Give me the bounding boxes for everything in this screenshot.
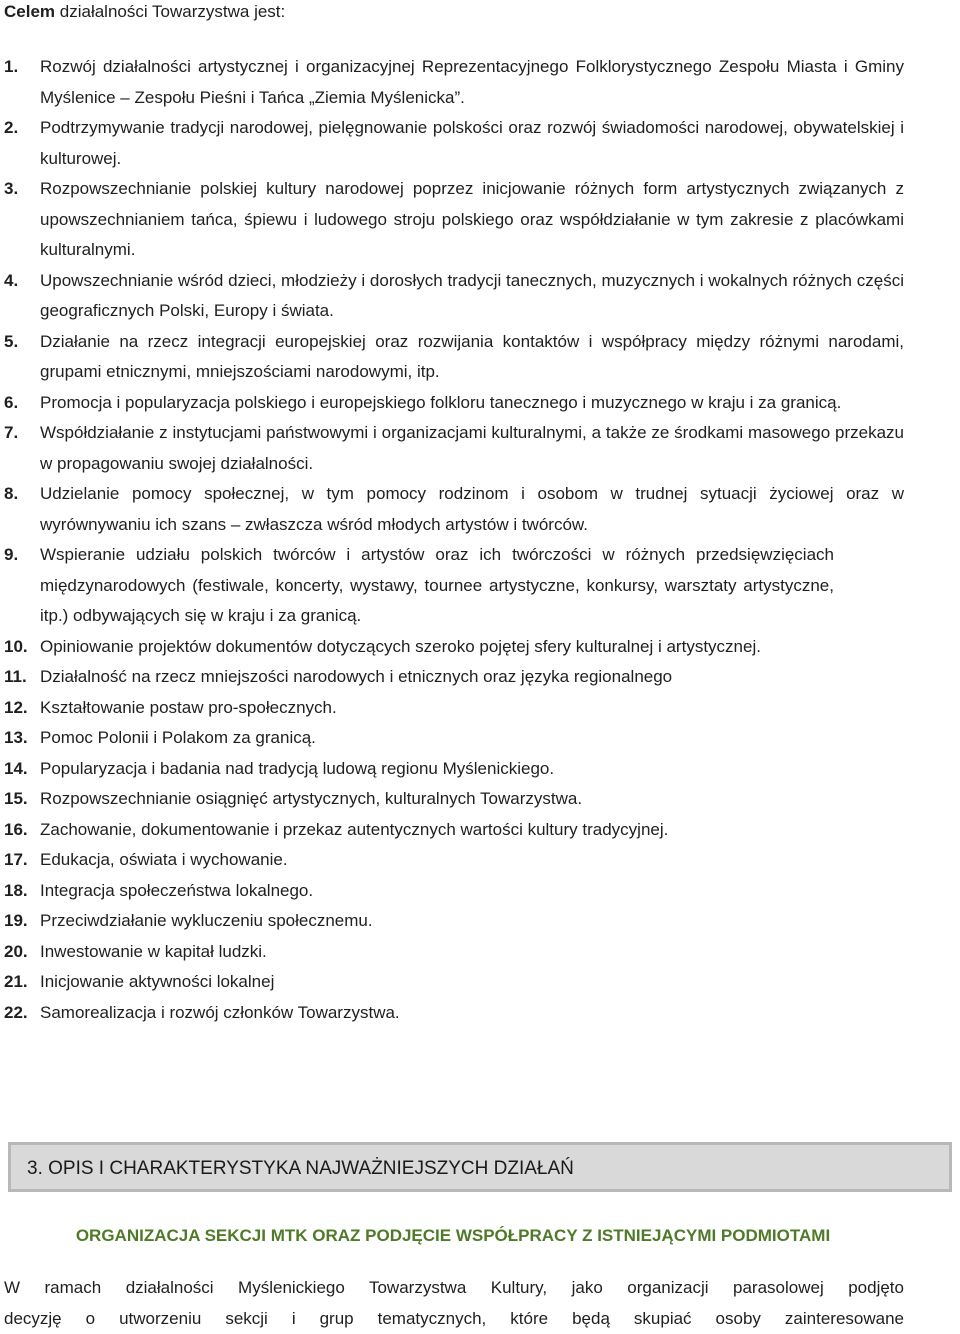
- goal-number: 12.: [4, 693, 28, 724]
- goal-item: [0, 693, 904, 724]
- goal-number: 13.: [4, 723, 28, 754]
- paragraph-line: decyzję o utworzeniu sekcji i grup tematycznych, które będą skupiać osoby zainteresowane: [4, 1304, 904, 1334]
- goal-text: Rozpowszechnianie polskiej kultury narodowej poprzez inicjowanie różnych form artystycznych związanych z upowszechnianiem tańca, śpiewu i ludowego stroju polskiego oraz współdziałanie w tym zakresie z placówkami kulturalnymi.: [40, 179, 904, 259]
- goal-item: [0, 540, 834, 632]
- paragraph-line: W ramach działalności Myślenickiego Towarzystwa Kultury, jako organizacji parasolowej podjęto: [4, 1273, 904, 1304]
- goal-number: 15.: [4, 784, 28, 815]
- goal-number: 5.: [4, 327, 18, 358]
- goal-number: 6.: [4, 388, 18, 419]
- goal-text: Przeciwdziałanie wykluczeniu społecznemu.: [40, 911, 373, 930]
- goal-item: [0, 52, 904, 113]
- goal-number: 11.: [4, 662, 27, 693]
- goal-number: 17.: [4, 845, 28, 876]
- goal-number: 10.: [4, 632, 28, 663]
- goal-item: [0, 845, 904, 876]
- goal-text: Udzielanie pomocy społecznej, w tym pomocy rodzinom i osobom w trudnej sytuacji życiowej oraz w wyrównywaniu ich szans – zwłaszcza wśród młodych artystów i twórców.: [40, 484, 904, 534]
- body-paragraph: [4, 1273, 904, 1334]
- goal-text: Samorealizacja i rozwój członków Towarzystwa.: [40, 1003, 400, 1022]
- goal-item: [0, 174, 904, 266]
- goal-text: Działanie na rzecz integracji europejskiej oraz rozwijania kontaktów i współpracy między różnymi narodami, grupami etnicznymi, mniejszościami narodowymi, itp.: [40, 332, 904, 382]
- goal-number: 22.: [4, 998, 28, 1029]
- goal-item: [0, 479, 904, 540]
- goal-text: Działalność na rzecz mniejszości narodowych i etnicznych oraz języka regionalnego: [40, 667, 672, 686]
- goal-number: 14.: [4, 754, 28, 785]
- goal-item: [0, 113, 904, 174]
- goal-item: [0, 815, 904, 846]
- goal-text: Popularyzacja i badania nad tradycją ludową regionu Myślenickiego.: [40, 759, 554, 778]
- intro-rest: działalności Towarzystwa jest:: [55, 2, 285, 21]
- goal-text: Wspieranie udziału polskich twórców i artystów oraz ich twórczości w różnych przedsięwzięciach międzynarodowych (festiwale, koncerty, wystawy, tournee artystyczne, konkursy, warsztaty artystyczne, itp.) odbywających się w kraju i za granicą.: [40, 545, 834, 625]
- goal-text: Inwestowanie w kapitał ludzki.: [40, 942, 267, 961]
- goal-text: Upowszechnianie wśród dzieci, młodzieży i dorosłych tradycji tanecznych, muzycznych i wokalnych różnych części geograficznych Polski, Europy i świata.: [40, 271, 904, 321]
- goal-item: [0, 754, 904, 785]
- goal-item: [0, 632, 834, 663]
- goal-number: 4.: [4, 266, 18, 297]
- goal-number: 9.: [4, 540, 18, 571]
- goal-number: 8.: [4, 479, 18, 510]
- goal-text: Edukacja, oświata i wychowanie.: [40, 850, 288, 869]
- intro-line: [4, 0, 285, 24]
- goal-item: [0, 998, 904, 1029]
- goal-text: Kształtowanie postaw pro-społecznych.: [40, 698, 337, 717]
- goal-number: 19.: [4, 906, 28, 937]
- goal-text: Rozpowszechnianie osiągnięć artystycznych, kulturalnych Towarzystwa.: [40, 789, 582, 808]
- intro-bold: Celem: [4, 2, 55, 21]
- goal-number: 1.: [4, 52, 18, 83]
- goal-number: 16.: [4, 815, 28, 846]
- goal-number: 21.: [4, 967, 28, 998]
- subsection-heading: ORGANIZACJA SEKCJI MTK ORAZ PODJĘCIE WSPÓŁPRACY Z ISTNIEJĄCYMI PODMIOTAMI: [0, 1224, 906, 1248]
- goals-list: [0, 52, 960, 1028]
- goal-item: [0, 327, 904, 388]
- goal-item: [0, 876, 904, 907]
- goal-item: [0, 784, 904, 815]
- goal-item: [0, 266, 904, 327]
- goal-item: [0, 418, 904, 479]
- section-heading-box: [8, 1142, 952, 1192]
- goal-item: [0, 723, 904, 754]
- goal-item: [0, 662, 904, 693]
- goal-text: Inicjowanie aktywności lokalnej: [40, 972, 274, 991]
- goal-item: [0, 906, 904, 937]
- goal-text: Opiniowanie projektów dokumentów dotyczących szeroko pojętej sfery kulturalnej i artystycznej.: [40, 637, 761, 656]
- goal-text: Współdziałanie z instytucjami państwowymi i organizacjami kulturalnymi, a także ze środkami masowego przekazu w propagowaniu swojej działalności.: [40, 423, 904, 473]
- goal-number: 3.: [4, 174, 18, 205]
- goal-item: [0, 388, 904, 419]
- goal-item: [0, 967, 904, 998]
- goal-number: 2.: [4, 113, 18, 144]
- goal-number: 20.: [4, 937, 28, 968]
- goal-item: [0, 937, 904, 968]
- goal-text: Integracja społeczeństwa lokalnego.: [40, 881, 313, 900]
- section-title: 3. OPIS I CHARAKTERYSTYKA NAJWAŻNIEJSZYCH DZIAŁAŃ: [27, 1157, 574, 1181]
- goal-text: Promocja i popularyzacja polskiego i europejskiego folkloru tanecznego i muzycznego w kraju i za granicą.: [40, 393, 841, 412]
- goal-number: 18.: [4, 876, 28, 907]
- goal-text: Pomoc Polonii i Polakom za granicą.: [40, 728, 316, 747]
- goal-text: Rozwój działalności artystycznej i organizacyjnej Reprezentacyjnego Folklorystycznego Zespołu Miasta i Gminy Myślenice – Zespołu Pieśni i Tańca „Ziemia Myślenicka”.: [40, 57, 904, 107]
- goal-text: Zachowanie, dokumentowanie i przekaz autentycznych wartości kultury tradycyjnej.: [40, 820, 668, 839]
- goal-text: Podtrzymywanie tradycji narodowej, pielęgnowanie polskości oraz rozwój świadomości narodowej, obywatelskiej i kulturowej.: [40, 118, 904, 168]
- goal-number: 7.: [4, 418, 18, 449]
